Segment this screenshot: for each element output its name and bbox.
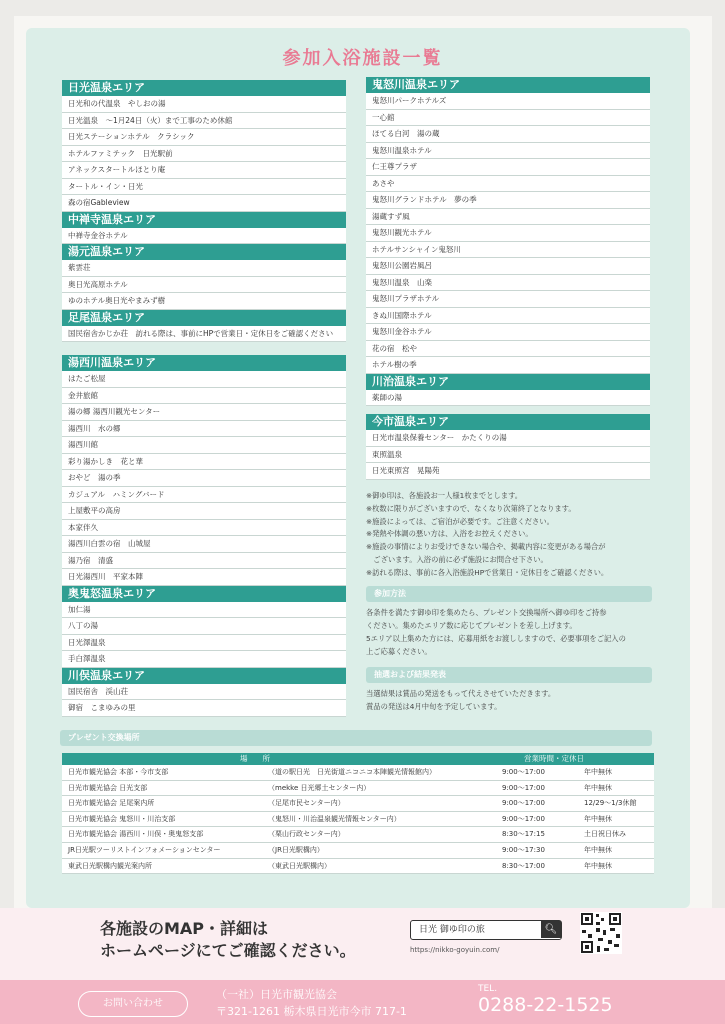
- telephone: [478, 984, 613, 1016]
- search-text: 日光 御ゆ印の旅: [419, 925, 485, 935]
- facility-row: ホテル樹の季: [366, 357, 650, 374]
- exchange-loc: （道の駅日光 日光街道ニコニコ本陣観光情報館内）: [268, 768, 436, 776]
- exchange-table-header: [62, 753, 654, 765]
- exchange-name: 東武日光駅構内観光案内所: [68, 861, 152, 870]
- lottery-heading: 抽選および結果発表: [366, 667, 652, 683]
- exchange-loc: （栗山行政センター内）: [268, 830, 345, 839]
- text-line: 各条件を満たす御ゆ印を集めたら、プレゼント交換場所へ御ゆ印をご持参: [366, 608, 607, 617]
- facility-row: おやど 湯の季: [62, 470, 346, 487]
- org-name: （一社）日光市観光協会: [216, 988, 337, 1001]
- exchange-closed: 12/29～1/3休館: [584, 799, 637, 808]
- text-line: 当選結果は賞品の発送をもって代えさせていただきます。: [366, 689, 556, 698]
- text-line: ※施設の事情によりお受けできない場合や、掲載内容に変更がある場合が: [366, 542, 606, 552]
- promo-line-1: 各施設のMAP・詳細は: [100, 919, 269, 938]
- facility-row: 中禅寺金谷ホテル: [62, 228, 346, 245]
- exchange-time: 8:30～17:00: [502, 861, 545, 870]
- exchange-row: [62, 859, 654, 875]
- facility-row: 国民宿舎かじか荘 訪れる際は、事前にHPで営業日・定休日をご確認ください: [62, 326, 346, 343]
- text-line: 賞品の発送は4月中旬を予定しています。: [366, 702, 502, 711]
- facility-row: 日光市温泉保養センター かたくりの湯: [366, 430, 650, 447]
- area-heading: 湯元温泉エリア: [62, 244, 346, 260]
- exchange-closed: 年中無休: [584, 768, 612, 776]
- area-heading: 川治温泉エリア: [366, 374, 650, 390]
- left-column-lower: [62, 355, 346, 717]
- lottery-text: [366, 687, 656, 713]
- promo-text: [100, 918, 356, 962]
- facility-row: 八丁の湯: [62, 618, 346, 635]
- facility-row: 日光ステーションホテル クラシック: [62, 129, 346, 146]
- facility-row: 鬼怒川金谷ホテル: [366, 324, 650, 341]
- exchange-time: 9:00～17:00: [502, 768, 545, 776]
- area-heading: 湯西川温泉エリア: [62, 355, 346, 371]
- facility-row: 鬼怒川観光ホテル: [366, 225, 650, 242]
- facility-row: 金井旅館: [62, 388, 346, 405]
- facility-row: 日光澤温泉: [62, 635, 346, 652]
- exchange-closed: 年中無休: [584, 845, 612, 854]
- facility-row: 鬼怒川公園岩風呂: [366, 258, 650, 275]
- facility-row: きぬ川国際ホテル: [366, 308, 650, 325]
- method-text: [366, 606, 656, 658]
- facility-row: 手白澤温泉: [62, 651, 346, 668]
- area-heading: 奥鬼怒温泉エリア: [62, 586, 346, 602]
- exchange-name: 日光市観光協会 日光支部: [68, 783, 148, 792]
- facility-row: 加仁湯: [62, 602, 346, 619]
- facility-row: 奥日光高原ホテル: [62, 277, 346, 294]
- exchange-name: 日光市観光協会 鬼怒川・川治支部: [68, 814, 176, 823]
- exchange-row: [62, 827, 654, 843]
- area-heading: 中禅寺温泉エリア: [62, 212, 346, 228]
- facility-row: 御宿 こまゆみの里: [62, 700, 346, 717]
- left-column: [62, 80, 346, 342]
- exchange-loc: （JR日光駅構内）: [268, 845, 324, 854]
- facility-row: ほてる白河 湯の蔵: [366, 126, 650, 143]
- area-heading: 川俣温泉エリア: [62, 668, 346, 684]
- area-heading: 日光温泉エリア: [62, 80, 346, 96]
- text-line: ください。集めたエリア数に応じてプレゼントを差し上げます。: [366, 621, 577, 630]
- org-address: 〒321-1261 栃木県日光市今市 717-1: [216, 1005, 407, 1018]
- contact-label: お問い合わせ: [78, 991, 188, 1017]
- facility-row: カジュアル ハミングバード: [62, 487, 346, 504]
- exchange-closed: 年中無休: [584, 783, 612, 792]
- text-line: ※訪れる際は、事前に各入浴施設HPで営業日・定休日をご確認ください。: [366, 567, 609, 577]
- facility-row: 鬼怒川グランドホテル 夢の季: [366, 192, 650, 209]
- exchange-time: 9:00～17:30: [502, 845, 545, 854]
- facility-row: 湯西川 水の郷: [62, 421, 346, 438]
- right-column: [366, 77, 650, 406]
- exchange-row: [62, 781, 654, 797]
- facility-row: 東照温泉: [366, 447, 650, 464]
- facility-row: ゆのホテル奥日光やまみず樹: [62, 293, 346, 310]
- facility-row: 一心館: [366, 110, 650, 127]
- facility-row: 上屋敷平の高房: [62, 503, 346, 520]
- facility-row: 鬼怒川パークホテルズ: [366, 93, 650, 110]
- promo-line-2: ホームページにてご確認ください。: [100, 941, 356, 960]
- exchange-row: [62, 843, 654, 859]
- tel-number: 0288-22-1525: [478, 994, 613, 1016]
- notes-list: [366, 490, 656, 580]
- facility-row: あさや: [366, 176, 650, 193]
- facility-row: 日光東照宮 晃陽苑: [366, 463, 650, 480]
- exchange-loc: （足尾市民センター内）: [268, 799, 345, 808]
- col-place: 場 所: [240, 754, 270, 763]
- method-heading: 参加方法: [366, 586, 652, 602]
- facility-row: 湯西川白雲の宿 山城屋: [62, 536, 346, 553]
- facility-row: 湯の郷 湯西川観光センター: [62, 404, 346, 421]
- search-box: [410, 920, 562, 940]
- exchange-time: 8:30～17:15: [502, 830, 545, 839]
- area-heading: 鬼怒川温泉エリア: [366, 77, 650, 93]
- facility-row: 鬼怒川温泉 山楽: [366, 275, 650, 292]
- facility-row: 鬼怒川プラザホテル: [366, 291, 650, 308]
- col-hours: 営業時間・定休日: [524, 754, 584, 763]
- facility-row: 日光温泉 ～1月24日（火）まで工事のため休館: [62, 113, 346, 130]
- facility-row: 薬師の湯: [366, 390, 650, 407]
- facility-row: 湯乃宿 清盛: [62, 553, 346, 570]
- qr-code-icon: [580, 912, 622, 954]
- facility-row: 仁王尊プラザ: [366, 159, 650, 176]
- exchange-name: 日光市観光協会 足尾案内所: [68, 799, 155, 808]
- facility-row: 国民宿舎 渓山荘: [62, 684, 346, 701]
- right-column-lower: [366, 414, 650, 480]
- facility-row: 本家伴久: [62, 520, 346, 537]
- exchange-loc: （mekke 日光郷土センター内）: [268, 783, 371, 792]
- text-line: 上ご応募ください。: [366, 647, 432, 656]
- facility-row: 湯蔵すず風: [366, 209, 650, 226]
- exchange-name: 日光市観光協会 湯西川・川俣・奥鬼怒支部: [68, 830, 204, 839]
- facility-row: アネックスタートルほとり庵: [62, 162, 346, 179]
- exchange-row: [62, 765, 654, 781]
- facility-row: 彩り湯かしき 花と華: [62, 454, 346, 471]
- exchange-closed: 年中無休: [584, 814, 612, 823]
- text-line: 5エリア以上集めた方には、応募用紙をお渡ししますので、必要事項をご記入の: [366, 634, 626, 643]
- facility-row: 日光湯西川 平家本陣: [62, 569, 346, 586]
- area-heading: 今市温泉エリア: [366, 414, 650, 430]
- exchange-table: [62, 753, 654, 874]
- exchange-row: [62, 796, 654, 812]
- exchange-closed: 土日祝日休み: [584, 830, 626, 839]
- organization: [216, 986, 407, 1020]
- website-url: https://nikko-goyuin.com/: [410, 946, 500, 954]
- facility-row: はたご松屋: [62, 371, 346, 388]
- text-line: ※御ゆ印は、各施設お一人様1枚までとします。: [366, 491, 523, 500]
- exchange-closed: 年中無休: [584, 861, 612, 870]
- page-title: 参加入浴施設一覧: [282, 48, 443, 69]
- exchange-loc: （鬼怒川・川治温泉観光情報センター内）: [268, 814, 401, 823]
- facility-row: タートル・イン・日光: [62, 179, 346, 196]
- exchange-time: 9:00～17:00: [502, 799, 545, 808]
- tel-label: TEL.: [478, 984, 498, 994]
- exchange-row: [62, 812, 654, 828]
- facility-row: 鬼怒川温泉ホテル: [366, 143, 650, 160]
- exchange-time: 9:00～17:00: [502, 814, 545, 823]
- facility-row: 花の宿 松や: [366, 341, 650, 358]
- text-line: ※発熱や体調の悪い方は、入浴をお控えください。: [366, 529, 533, 539]
- text-line: ※枚数に限りがございますので、なくなり次第終了となります。: [366, 503, 576, 513]
- search-icon: 🔍︎: [541, 921, 561, 938]
- exchange-loc: （東武日光駅構内）: [268, 861, 331, 870]
- facility-row: 紫雲荘: [62, 260, 346, 277]
- facility-row: ホテルファミテック 日光駅前: [62, 146, 346, 163]
- text-line: ※施設によっては、ご宿泊が必要です。ご注意ください。: [366, 516, 554, 526]
- area-heading: 足尾温泉エリア: [62, 310, 346, 326]
- text-line: ございます。入浴の前に必ず施設にお問合せ下さい。: [366, 554, 548, 564]
- exchange-heading: プレゼント交換場所: [60, 730, 652, 746]
- facility-row: ホテルサンシャイン鬼怒川: [366, 242, 650, 259]
- exchange-name: 日光市観光協会 本部・今市支部: [68, 768, 169, 776]
- exchange-name: JR日光駅ツーリストインフォメーションセンター: [68, 845, 221, 854]
- facility-row: 森の宿Gableview: [62, 195, 346, 212]
- facility-row: 湯西川館: [62, 437, 346, 454]
- exchange-time: 9:00～17:00: [502, 783, 545, 792]
- facility-row: 日光和の代温泉 やしおの湯: [62, 96, 346, 113]
